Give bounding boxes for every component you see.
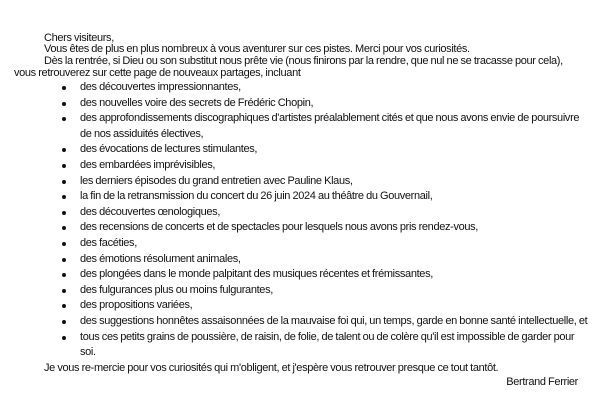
list-item: des évocations de lectures stimulantes, [0, 142, 588, 158]
list-item: des suggestions honnêtes assaisonnées de la mauvaise foi qui, un temps, garde en bonne santé intellectuelle, et [0, 314, 588, 330]
list-item: des découvertes œnologiques, [0, 205, 588, 221]
bullet-icon [62, 102, 66, 106]
bullet-icon [62, 273, 66, 277]
bullet-icon [62, 211, 66, 215]
list-item: des propositions variées, [0, 298, 588, 314]
bullet-icon [62, 117, 66, 121]
bullet-icon [62, 304, 66, 308]
bullet-icon [62, 242, 66, 246]
list-item: des nouvelles voire des secrets de Frédéric Chopin, [0, 96, 588, 112]
list-item: des facéties, [0, 236, 588, 252]
bullet-icon [62, 148, 66, 152]
intro-paragraph: Vous êtes de plus en plus nombreux à vous aventurer sur ces pistes. Merci pour vos curiosités. [44, 43, 470, 55]
signature: Bertrand Ferrier [506, 376, 578, 388]
list-item: des fulgurances plus ou moins fulgurantes, [0, 283, 588, 299]
bullet-icon [62, 336, 66, 340]
list-item: des découvertes impressionnantes, [0, 80, 588, 96]
closing-paragraph: Je vous re-mercie pour vos curiosités qui m'obligent, et j'espère vous retrouver presque ce tout tantôt. [44, 362, 499, 374]
list-item: des approfondissements discographiques d'artistes préalablement cités et que nous avons envie de poursuivre de nos assiduités électives, [0, 111, 588, 142]
announcement-line-2: vous retrouverez sur cette page de nouveaux partages, incluant [14, 67, 301, 79]
upcoming-items-list [0, 80, 608, 361]
bullet-icon [62, 289, 66, 293]
list-item: des recensions de concerts et de spectacles pour lesquels nous avons pris rendez-vous, [0, 220, 588, 236]
bullet-icon [62, 195, 66, 199]
list-item: des plongées dans le monde palpitant des musiques récentes et frémissantes, [0, 267, 588, 283]
bullet-icon [62, 164, 66, 168]
announcement-line-1: Dès la rentrée, si Dieu ou son substitut nous prête vie (nous finirons par la rendre, que nul ne se tracasse pour cela), [44, 55, 563, 67]
bullet-icon [62, 320, 66, 324]
bullet-icon [62, 86, 66, 90]
bullet-icon [62, 258, 66, 262]
list-item: les derniers épisodes du grand entretien avec Pauline Klaus, [0, 174, 588, 190]
list-item: tous ces petits grains de poussière, de raisin, de folie, de talent ou de colère qu'il est impossible de garder pour soi. [0, 330, 588, 361]
list-item: des embardées imprévisibles, [0, 158, 588, 174]
list-item: des émotions résolument animales, [0, 252, 588, 268]
list-item: la fin de la retransmission du concert du 26 juin 2024 au théâtre du Gouvernail, [0, 189, 588, 205]
bullet-icon [62, 226, 66, 230]
bullet-icon [62, 180, 66, 184]
salutation: Chers visiteurs, [44, 32, 114, 44]
